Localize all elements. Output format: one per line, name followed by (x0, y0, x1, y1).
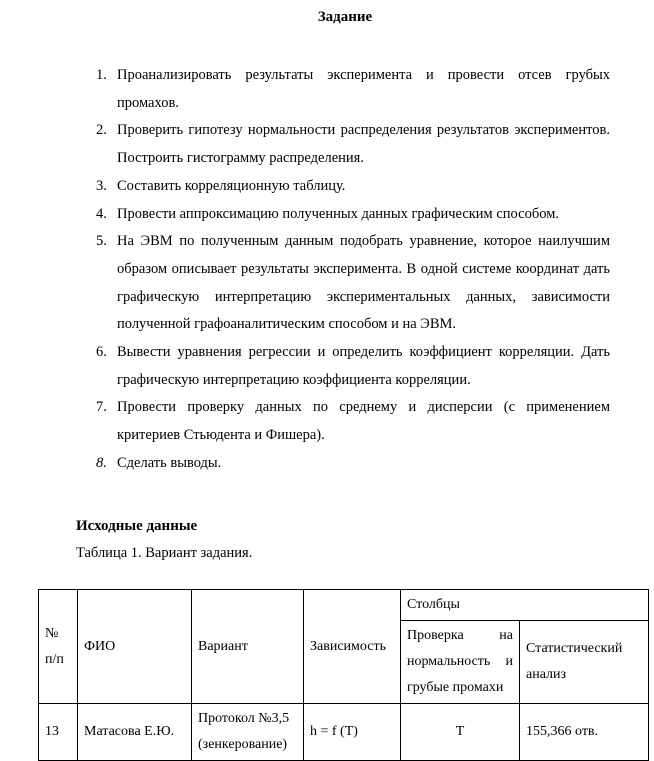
task-number: 7. (96, 399, 107, 416)
task-text: Вывести уравнения регрессии и определить коэффициент корреляции. Дать графическую интерпретацию коэффициента корреляции. (117, 344, 610, 388)
task-number: 1. (96, 67, 107, 83)
variant-table (38, 589, 649, 761)
header-columns: Столбцы (401, 590, 649, 621)
task-item (96, 450, 610, 478)
task-item (96, 339, 610, 394)
task-text: На ЭВМ по полученным данным подобрать уравнение, которое наилучшим образом описывает результаты эксперимента. В одной системе координат дать графическую интерпретацию экспериментальных данных, зависимости полученной графоаналитическим способом и на ЭВМ. (117, 233, 610, 333)
task-number: 6. (96, 344, 107, 361)
task-item (96, 173, 610, 201)
task-item (96, 117, 610, 172)
task-number: 8. (96, 454, 107, 471)
task-text: Проанализировать результаты эксперимента и провести отсев грубых промахов. (117, 67, 610, 111)
task-text: Провести проверку данных по среднему и дисперсии (с применением критериев Стьюдента и Фишера). (117, 399, 610, 444)
task-item (96, 62, 610, 117)
task-item (96, 394, 610, 449)
header-num: № п/п (39, 590, 78, 704)
task-item (96, 228, 610, 339)
header-variant: Вариант (192, 590, 304, 704)
task-text: Провести аппроксимацию полученных данных графическим способом. (117, 205, 560, 222)
cell-variant: Протокол №3,5 (зенкерование) (192, 704, 304, 761)
task-item (96, 201, 610, 229)
table-header-row (39, 590, 649, 621)
task-number: 5. (96, 233, 107, 250)
task-text: Сделать выводы. (117, 454, 222, 471)
page-title: Задание (317, 9, 373, 25)
cell-dependency: h = f (T) (304, 704, 401, 761)
header-dependency: Зависимость (304, 590, 401, 704)
cell-fio: Матасова Е.Ю. (78, 704, 192, 761)
task-number: 3. (96, 177, 107, 194)
task-text: Проверить гипотезу нормальности распределения результатов экспериментов. Построить гистограмму распределения. (117, 122, 610, 167)
header-fio: ФИО (78, 590, 192, 704)
section-heading: Исходные данные (76, 518, 198, 534)
table-caption: Таблица 1. Вариант задания. (76, 545, 253, 561)
task-list (96, 62, 610, 478)
cell-stat: 155,366 отв. (520, 704, 649, 761)
task-number: 2. (96, 122, 107, 139)
task-number: 4. (96, 205, 107, 222)
header-stat: Статистический анализ (520, 621, 649, 704)
cell-num: 13 (39, 704, 78, 761)
table-row (39, 704, 649, 761)
cell-check: T (401, 704, 520, 761)
task-text: Составить корреляционную таблицу. (117, 177, 346, 194)
header-check: Проверка на нормальность и грубые промахи (401, 621, 520, 704)
